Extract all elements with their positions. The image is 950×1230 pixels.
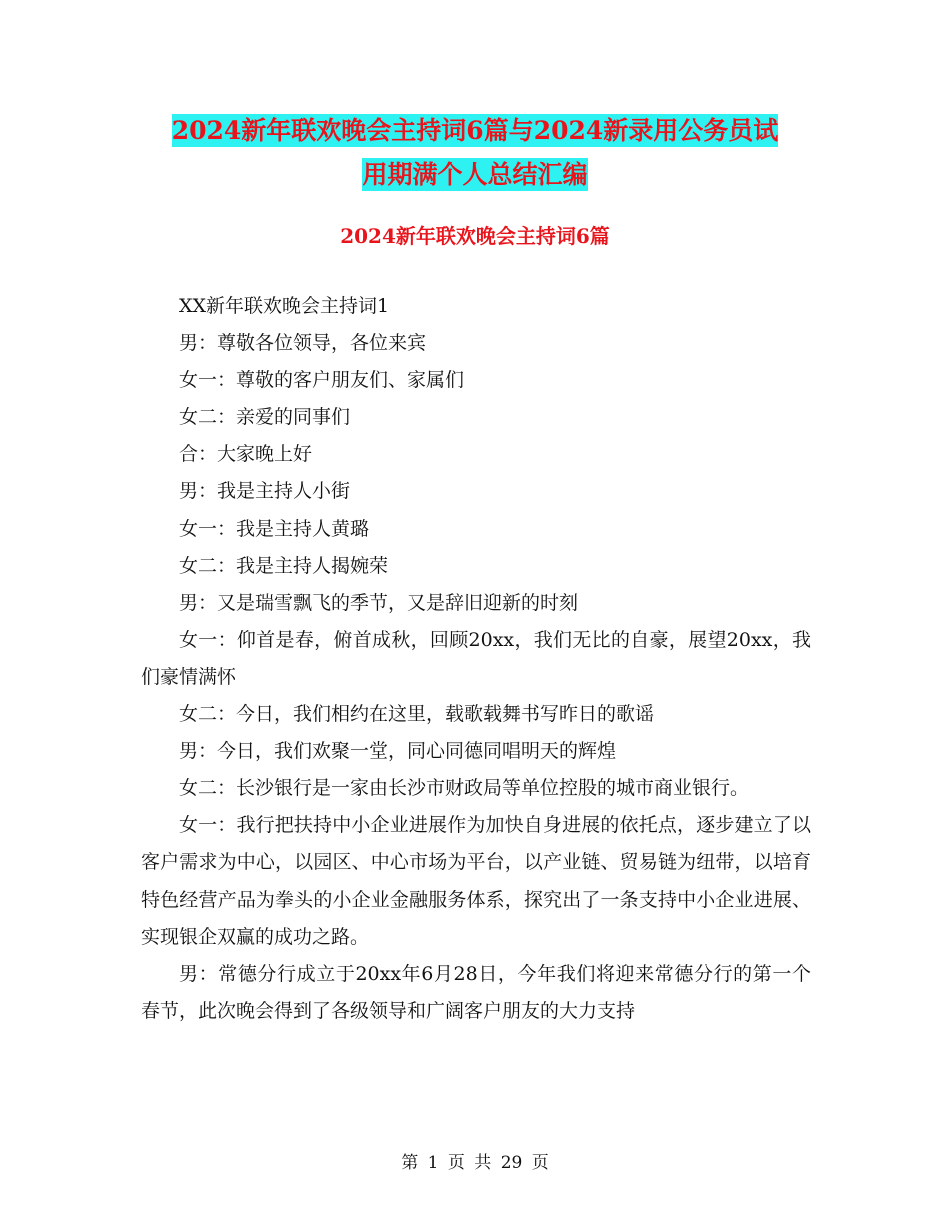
paragraph: 女二：亲爱的同事们 [179,406,351,429]
paragraph: 女二：我是主持人揭婉荣 [179,554,389,577]
paragraph: 男：今日，我们欢聚一堂，同心同德同唱明天的辉煌 [179,740,617,763]
paragraph: 女二：今日，我们相约在这里，载歌载舞书写昨日的歌谣 [179,703,655,726]
paragraph: 男：又是瑞雪飘飞的季节，又是辞旧迎新的时刻 [179,591,579,614]
paragraph: 男：常德分行成立于20xx年6月28日，今年我们将迎来常德分行的第一个春节，此次晚会得到了各级领导和广阔客户朋友的大力支持 [141,962,811,1022]
paragraph: 女二：长沙银行是一家由长沙市财政局等单位控股的城市商业银行。 [179,777,750,800]
paragraph: 男：尊敬各位领导，各位来宾 [179,332,427,355]
paragraph: 女一：我行把扶持中小企业进展作为加快自身进展的依托点，逐步建立了以客户需求为中心，以园区、中心市场为平台，以产业链、贸易链为纽带，以培育特色经营产品为拳头的小企业金融服务体系，探究出了一条支持中小企业进展、实现银企双赢的成功之路。 [141,814,811,948]
document-body [141,288,811,1030]
document-title-line-1: 2024新年联欢晚会主持词6篇与2024新录用公务员试 [171,116,779,145]
document-title-line-2: 用期满个人总结汇编 [362,160,588,189]
section-title: 2024新年联欢晚会主持词6篇 [340,224,610,248]
paragraph: 女一：我是主持人黄璐 [179,517,370,540]
paragraph: 合：大家晚上好 [179,443,313,466]
paragraph: XX新年联欢晚会主持词1 [179,295,390,317]
paragraph: 女一：尊敬的客户朋友们、家属们 [179,369,465,392]
page-number-footer: 第 1 页 共 29 页 [401,1153,549,1173]
paragraph: 女一：仰首是春，俯首成秋，回顾20xx，我们无比的自豪，展望20xx，我们豪情满怀 [141,628,811,688]
paragraph: 男：我是主持人小街 [179,480,351,503]
